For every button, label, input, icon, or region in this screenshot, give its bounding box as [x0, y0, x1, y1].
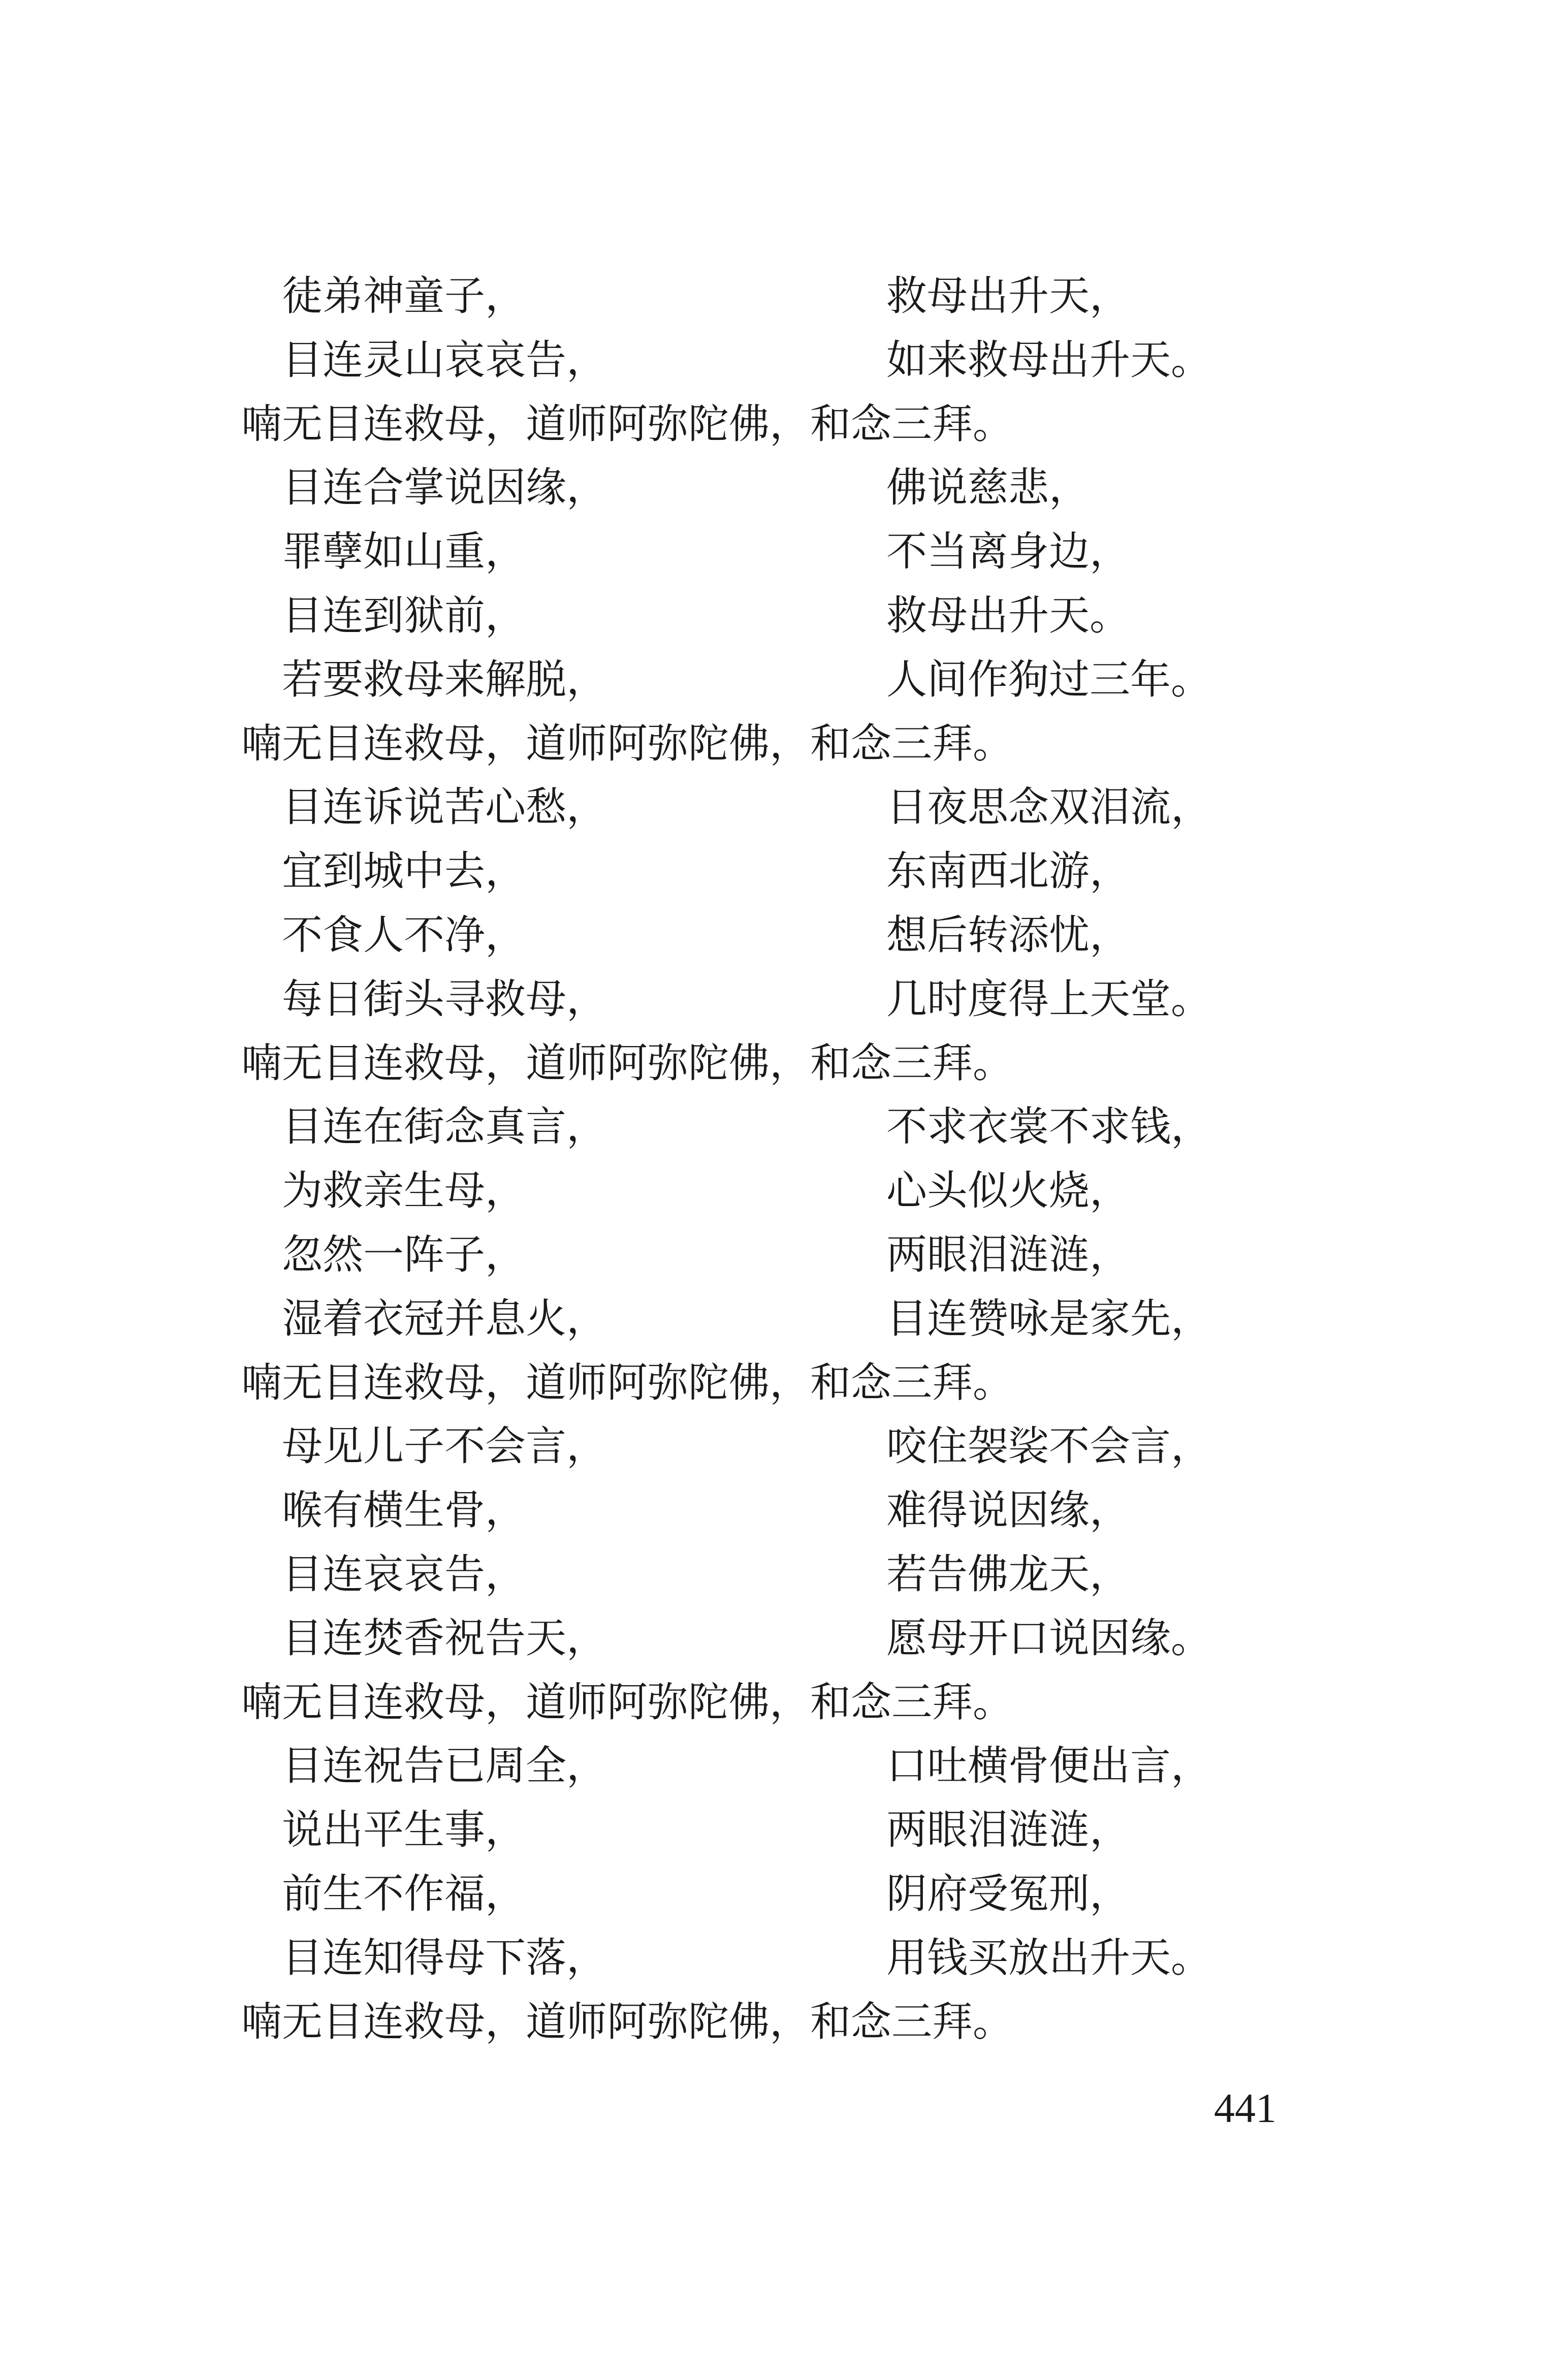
verse-right: 口吐横骨便出言， — [886, 1742, 1211, 1790]
verse-line — [241, 839, 1318, 903]
refrain-line: 喃无目连救母，道师阿弥陀佛，和念三拜。 — [241, 1678, 1013, 1726]
verse-right: 救母出升天。 — [886, 591, 1130, 639]
stanza — [241, 456, 1318, 775]
verse-line — [241, 328, 1318, 392]
verse-right: 东南西北游， — [886, 847, 1130, 895]
verse-right: 心头似火烧， — [886, 1167, 1130, 1215]
verse-right: 目连赞咏是家先， — [886, 1294, 1211, 1342]
stanza — [241, 264, 1318, 456]
verse-left: 徒弟神童子， — [282, 272, 526, 320]
verse-right: 想后转添忧， — [886, 911, 1130, 959]
verse-left: 目连合掌说因缘， — [282, 464, 607, 512]
refrain-line: 喃无目连救母，道师阿弥陀佛，和念三拜。 — [241, 1998, 1013, 2045]
verse-line — [241, 1287, 1318, 1351]
verse-right: 两眼泪涟涟， — [886, 1230, 1130, 1278]
verse-line — [241, 264, 1318, 328]
verse-right: 不求衣裳不求钱， — [886, 1103, 1211, 1151]
verse-left: 罪孽如山重， — [282, 528, 526, 576]
verse-right: 几时度得上天堂。 — [886, 975, 1211, 1023]
verse-line — [241, 1926, 1318, 1990]
verse-left: 目连灵山哀哀告， — [282, 336, 607, 384]
refrain-line: 喃无目连救母，道师阿弥陀佛，和念三拜。 — [241, 1358, 1013, 1406]
verse-right: 用钱买放出升天。 — [886, 1934, 1211, 1981]
verse-line — [241, 967, 1318, 1031]
verse-left: 不食人不净， — [282, 911, 526, 959]
verse-left: 目连哀哀告， — [282, 1550, 526, 1598]
verse-line — [241, 1478, 1318, 1542]
verse-line — [241, 584, 1318, 648]
verse-line — [241, 1734, 1318, 1798]
refrain-line: 喃无目连救母，道师阿弥陀佛，和念三拜。 — [241, 400, 1013, 448]
verse-left: 说出平生事， — [282, 1806, 526, 1854]
verse-line — [241, 1862, 1318, 1926]
verse-body — [241, 264, 1318, 2053]
verse-right: 两眼泪涟涟， — [886, 1806, 1130, 1854]
refrain-line: 喃无目连救母，道师阿弥陀佛，和念三拜。 — [241, 719, 1013, 767]
verse-right: 若告佛龙天， — [886, 1550, 1130, 1598]
verse-left: 目连知得母下落， — [282, 1934, 607, 1981]
verse-left: 前生不作福， — [282, 1870, 526, 1917]
verse-line — [241, 1542, 1318, 1606]
verse-left: 母见儿子不会言， — [282, 1422, 607, 1470]
verse-line — [241, 1223, 1318, 1287]
verse-line — [241, 520, 1318, 584]
verse-left: 湿着衣冠并息火， — [282, 1294, 607, 1342]
verse-line — [241, 775, 1318, 839]
verse-right: 人间作狗过三年。 — [886, 655, 1211, 703]
stanza — [241, 1414, 1318, 1734]
page-number: 441 — [1214, 2085, 1276, 2131]
verse-line — [241, 1095, 1318, 1159]
verse-right: 不当离身边， — [886, 528, 1130, 576]
verse-right: 如来救母出升天。 — [886, 336, 1211, 384]
verse-right: 佛说慈悲， — [886, 464, 1090, 512]
verse-left: 每日街头寻救母， — [282, 975, 607, 1023]
verse-left: 目连祝告已周全， — [282, 1742, 607, 1790]
verse-left: 目连焚香祝告天， — [282, 1614, 607, 1662]
verse-right: 救母出升天， — [886, 272, 1130, 320]
verse-left: 目连诉说苦心愁， — [282, 783, 607, 831]
stanza — [241, 775, 1318, 1095]
refrain-line: 喃无目连救母，道师阿弥陀佛，和念三拜。 — [241, 1039, 1013, 1087]
verse-line — [241, 648, 1318, 712]
verse-right: 愿母开口说因缘。 — [886, 1614, 1211, 1662]
verse-line — [241, 1159, 1318, 1223]
verse-left: 喉有横生骨， — [282, 1487, 526, 1534]
verse-left: 目连在街念真言， — [282, 1103, 607, 1151]
verse-right: 难得说因缘， — [886, 1487, 1130, 1534]
verse-line — [241, 1798, 1318, 1862]
verse-left: 若要救母来解脱， — [282, 655, 607, 703]
verse-right: 日夜思念双泪流， — [886, 783, 1211, 831]
verse-left: 目连到狱前， — [282, 591, 526, 639]
verse-right: 阴府受冤刑， — [886, 1870, 1130, 1917]
verse-left: 为救亲生母， — [282, 1167, 526, 1215]
stanza — [241, 1095, 1318, 1414]
stanza — [241, 1734, 1318, 2053]
verse-line — [241, 1606, 1318, 1670]
verse-left: 忽然一阵子， — [282, 1230, 526, 1278]
verse-line — [241, 903, 1318, 967]
verse-right: 咬住袈裟不会言， — [886, 1422, 1211, 1470]
verse-left: 宜到城中去， — [282, 847, 526, 895]
verse-line — [241, 1414, 1318, 1478]
verse-line — [241, 456, 1318, 520]
